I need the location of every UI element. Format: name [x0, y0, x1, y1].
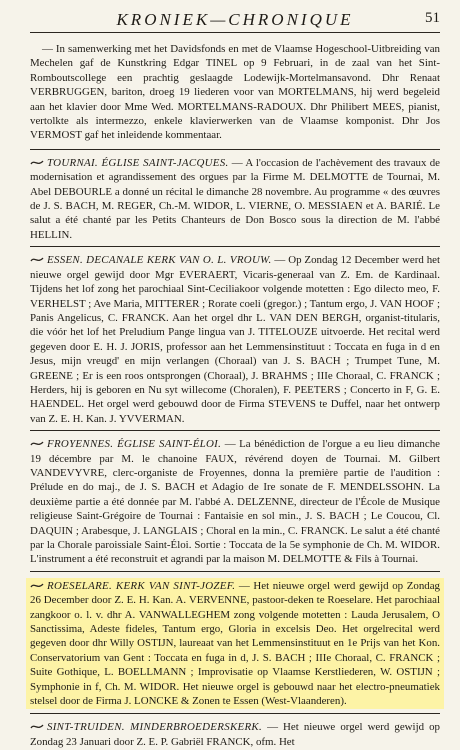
entry-body: — Het nieuwe orgel werd gewijd op Zondag 23 Januari door Z. E. P. Gabriël FRANCK, ofm. Het — [30, 721, 440, 748]
entry-froyennes — [30, 437, 440, 567]
article-body — [30, 42, 440, 749]
entry-essen — [30, 253, 440, 426]
entry-body: — Op Zondag 12 December werd het nieuwe orgel gewijd door Mgr EVERAERT, Vicaris-generaal van Z. Em. de Kardinaal. Tijdens het lof zong het parochiaal Sint-Ceciliakoor volgende motetten : Ego dilecto meo, F. VERHELST ; Ave Maria, MITTERER ; Rorate coeli (gregor.) ; Tantum ergo, J. VAN HOOF ; Panis Angelicus, C. FRANCK. Aan het orgel dhr L. VAN DEN BERGH, organist-titularis, die vóór het lof het Preludium Pange lingua van J. TITELOUZE uitvoerde. Het recital werd gegeven door E. H. J. JORIS, professor aan het Lemmensinstituut : Toccata en fuga in d en Jesus, mijn vreugd' en mijn verlangen (Choraal) van J. S. BACH ; Trumpet Tune, M. GREENE ; Er is een roos ontsprongen (Choraal), J. BRAHMS ; IIIe Choraal, C. FRANCK ; Herders, hij is geboren en Nu syt willecome (Choralen), F. PEETERS ; Concerto in F, G. E. HAENDEL. Het orgel werd gebouwd door de Firma STEVENS te Duffel, naar het ontwerp van Z. E. H. Kan. J. YVVERMAN. — [30, 254, 440, 425]
page-number: 51 — [425, 10, 440, 26]
section-divider — [30, 713, 440, 714]
entry-roeselare-highlighted — [26, 578, 444, 710]
running-title: KRONIEK—CHRONIQUE — [116, 10, 354, 29]
entry-mortelmans-evening — [30, 42, 440, 143]
entry-heading: TOURNAI. ÉGLISE SAINT-JACQUES. — [47, 156, 229, 169]
page-header — [30, 6, 440, 32]
entry-heading: ESSEN. DECANALE KERK VAN O. L. VROUW. — [47, 254, 272, 267]
swash-ornament-icon — [30, 581, 44, 590]
section-divider — [30, 246, 440, 247]
swash-ornament-icon — [30, 255, 44, 264]
swash-ornament-icon — [30, 439, 44, 448]
section-divider — [30, 571, 440, 572]
entry-heading: FROYENNES. ÉGLISE SAINT-ÉLOI. — [47, 438, 222, 451]
entry-body: — A l'occasion de l'achèvement des travaux de modernisation et agrandissement des orgues par la Firme M. DELMOTTE de Tournai, M. Abel DEBOURLE a donné un récital le dimanche 28 novembre. Au programme « des œuvres de J. S. BACH, M. REGER, Ch.-M. WIDOR, L. VIERNE, O. MESSIAEN et A. BARIÉ. Le salut a été chanté par les Petits Chanteurs de Don Bosco sous la direction de M. l'abbé HELLIN. — [30, 156, 440, 241]
entry-body: — La bénédiction de l'orgue a eu lieu dimanche 19 décembre par M. le chanoine FAUX, révérend doyen de Tournai. M. Gilbert VANDEVYVRE, clerc-organiste de Froyennes, donna la première partie de l'audition : Prélude en do maj., de J. S. BACH et Adagio de Ire sonate de F. MENDELSSOHN. La deuxième partie a été donnée par M. l'abbé A. DELZENNE, directeur de l'École de Musique religieuse Saint-Grégoire de Tournai : Fantaisie en sol min., J. S. BACH ; Le Coucou, Cl. DAQUIN ; Arabesque, J. LANGLAIS ; Choral en la min., C. FRANCK. Le salut a été chanté par la Chorale paroissiale Saint-Éloi. Sortie : Toccata de la 5e symphonie de Ch. M. WIDOR. L'instrument a été reconstruit et agrandi par la maison M. DELMOTTE & Fils à Tournai. — [30, 438, 440, 566]
section-divider — [30, 430, 440, 431]
swash-ornament-icon — [30, 722, 44, 731]
entry-sint-truiden — [30, 720, 440, 749]
section-divider — [30, 149, 440, 150]
entry-body: — In samenwerking met het Davidsfonds en met de Vlaamse Hogeschool-Uitbreiding van Mechelen gaf de Kunstkring Edgar TINEL op 9 Februari, in de zaal van het Sint-Romboutscollege een prachtig geslaagde Lodewijk-Mortelmansavond. Dhr Renaat VERBRUGGEN, bariton, droeg 19 liederen voor van MORTELMANS, hij werd begeleid aan het klavier door Mme Wed. MORTELMANS-RADOUX. Dhr Philibert MEES, pianist, vertolkte als intermezzo, enkele klavierwerken van de Vlaamse komponist. Dhr Jos VERMOST gaf het inleidende kommentaar. — [30, 43, 440, 142]
entry-heading: SINT-TRUIDEN. MINDERBROEDERSKERK. — [47, 721, 263, 734]
entry-body: — Het nieuwe orgel werd gewijd op Zondag 26 December door Z. E. H. Kan. A. VERVENNE, pastoor-deken te Roeselare. Het parochiaal zangkoor o. l. v. dhr A. VANWALLEGHEM zong volgende motetten : Lauda Jerusalem, O Sanctissima, Adeste fideles, Tantum ergo, Gloria in excelsis Deo. Het orgelrecital werd gegeven door dhr Willy OSTIJN, laureaat van het Lemmensinstituut en 1e Prijs van het Kon. Conservatorium van Gent : Toccata en fuga in d, J. S. BACH ; IIIe Choraal, C. FRANCK ; Suite Gothique, L. BOELLMANN ; Improvisatie op Vlaamse Kerstliederen, W. OSTIJN ; Symphonie in f, Ch. M. WIDOR. Het nieuwe orgel is gebouwd naar het electro-pneumatiek stelsel door de Firma J. LONCKE & Zonen te Essen (West-Vlaanderen). — [30, 579, 440, 708]
header-rule — [30, 32, 440, 33]
entry-heading: ROESELARE. KERK VAN SINT-JOZEF. — [47, 579, 236, 592]
swash-ornament-icon — [30, 158, 44, 167]
entry-tournai — [30, 156, 440, 242]
